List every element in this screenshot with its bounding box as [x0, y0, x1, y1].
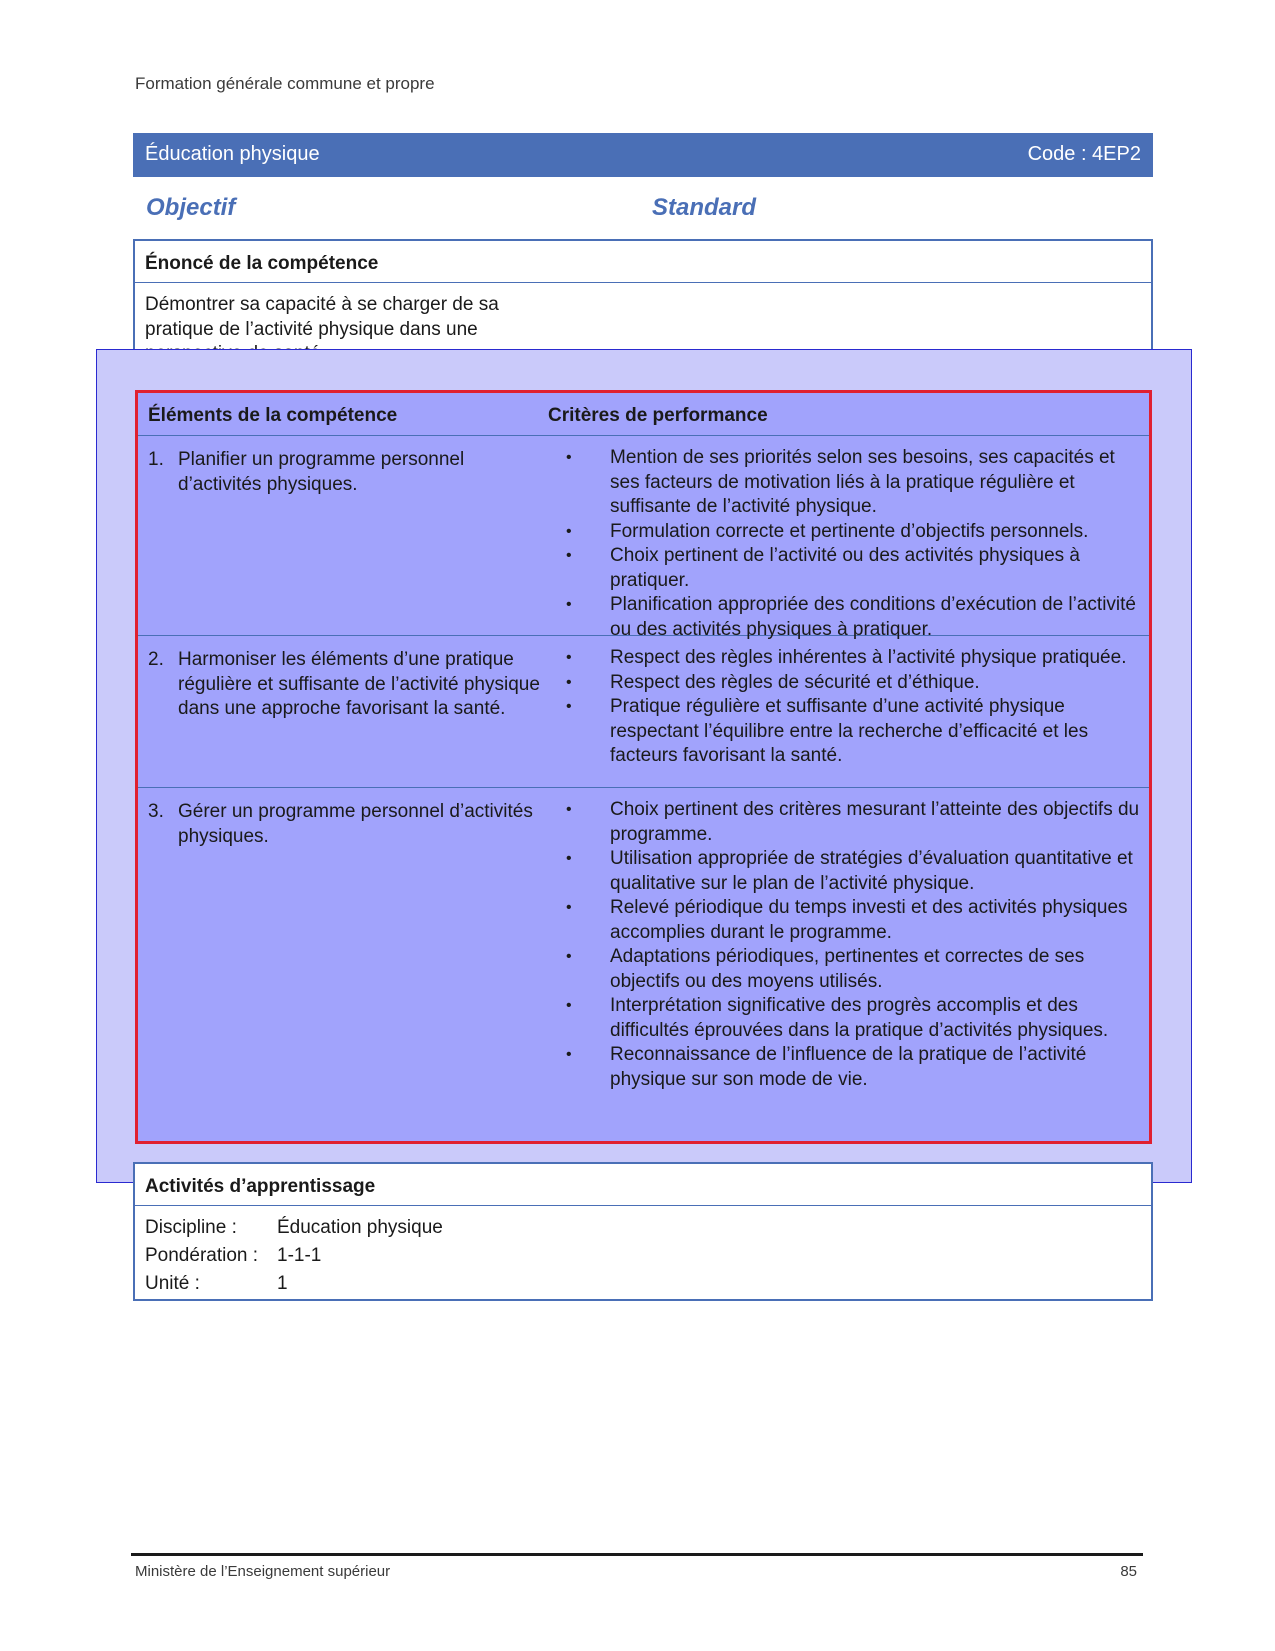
standard-label: Standard: [652, 194, 757, 221]
criterion-text: Interprétation significative des progrès accomplis et des difficultés éprouvées dans la pratique d’activités physiques.: [610, 995, 1109, 1041]
course-title: Éducation physique: [145, 143, 320, 165]
criterion-item: [566, 646, 1141, 671]
criterion-item: [566, 945, 1141, 994]
ponderation-key: Pondération :: [145, 1245, 259, 1266]
bullet-icon: •: [566, 547, 572, 564]
unite-value: 1: [277, 1273, 288, 1294]
bullet-icon: •: [566, 698, 572, 715]
criterion-item: [566, 695, 1141, 769]
bullet-icon: •: [566, 850, 572, 867]
ponderation-line: [145, 1242, 1141, 1270]
objective-standard-labels: [146, 194, 757, 222]
criterion-item: [566, 1043, 1141, 1092]
unite-line: [145, 1270, 1141, 1298]
criterion-text: Adaptations périodiques, pertinentes et correctes de ses objectifs ou des moyens utilisés.: [610, 946, 1085, 992]
criterion-text: Pratique régulière et suffisante d’une activité physique respectant l’équilibre entre la recherche d’efficacité et les facteurs favorisant la santé.: [610, 696, 1089, 766]
elements-table: [135, 390, 1152, 1144]
element-number: 1.: [148, 449, 164, 470]
bullet-icon: •: [566, 997, 572, 1014]
criterion-text: Respect des règles de sécurité et d’éthique.: [610, 671, 980, 693]
criterion-text: Respect des règles inhérentes à l’activité physique pratiquée.: [610, 647, 1127, 668]
element-text: [148, 448, 548, 497]
discipline-line: [145, 1214, 1141, 1242]
element-number: 3.: [148, 801, 164, 822]
bullet-icon: •: [566, 948, 572, 965]
page-footer: [135, 1563, 1137, 1580]
footer-rule: [131, 1553, 1143, 1556]
criterion-text: Relevé périodique du temps investi et des activités physiques accomplies durant le programme.: [610, 897, 1128, 943]
course-code: Code : 4EP2: [1027, 143, 1141, 165]
criterion-text: Formulation correcte et pertinente d’objectifs personnels.: [610, 520, 1089, 542]
criterion-text: Choix pertinent de l’activité ou des activités physiques à pratiquer.: [610, 545, 1080, 591]
element-row-3: [138, 788, 1149, 1142]
bullet-icon: •: [566, 673, 572, 691]
criterion-item: [566, 798, 1141, 847]
discipline-key: Discipline :: [145, 1217, 237, 1238]
element-row-2: [138, 636, 1149, 788]
section-label: Formation générale commune et propre: [135, 74, 435, 93]
element-description: Harmoniser les éléments d’une pratique régulière et suffisante de l’activité physique dans une approche favorisant la santé.: [178, 649, 540, 719]
criterion-item: [566, 671, 1141, 696]
bullet-icon: •: [566, 522, 572, 540]
bullet-icon: •: [566, 801, 572, 818]
criterion-item: [566, 544, 1141, 593]
criterion-text: Choix pertinent des critères mesurant l’atteinte des objectifs du programme.: [610, 799, 1140, 845]
element-number: 2.: [148, 649, 164, 670]
ponderation-value: 1-1-1: [277, 1245, 322, 1266]
criterion-text: Utilisation appropriée de stratégies d’évaluation quantitative et qualitative sur le plan de l’activité physique.: [610, 848, 1133, 894]
page-number: 85: [1120, 1563, 1137, 1580]
elements-heading: Éléments de la compétence: [148, 405, 398, 426]
activites-box: [133, 1162, 1153, 1301]
criterion-text: Reconnaissance de l’influence de la pratique de l’activité physique sur son mode de vie.: [610, 1044, 1087, 1090]
bullet-icon: •: [566, 649, 572, 666]
elements-header-row: [138, 393, 1149, 436]
criterion-text: Mention de ses priorités selon ses besoins, ses capacités et ses facteurs de motivation liés à la pratique régulière et suffisante de l’activité physique.: [610, 447, 1115, 517]
discipline-value: Éducation physique: [277, 1217, 443, 1238]
element-text: [148, 648, 548, 722]
criterion-item: [566, 593, 1141, 642]
unite-key: Unité :: [145, 1273, 200, 1294]
criteria-list: [566, 798, 1141, 1092]
bullet-icon: •: [566, 596, 572, 613]
criteria-list: [566, 446, 1141, 642]
element-text: [148, 800, 548, 849]
enonce-heading: Énoncé de la compétence: [135, 241, 1151, 283]
criterion-item: [566, 847, 1141, 896]
element-row-1: [138, 436, 1149, 640]
criterion-item: [566, 896, 1141, 945]
element-description: Planifier un programme personnel d’activités physiques.: [178, 449, 465, 495]
footer-ministry: Ministère de l’Enseignement supérieur: [135, 1563, 391, 1580]
course-title-bar: [133, 133, 1153, 177]
criterion-item: [566, 520, 1141, 545]
criteria-list: [566, 646, 1141, 769]
criteria-heading: Critères de performance: [548, 405, 768, 426]
activites-heading: Activités d’apprentissage: [135, 1164, 1151, 1206]
criterion-item: [566, 994, 1141, 1043]
criterion-item: [566, 446, 1141, 520]
bullet-icon: •: [566, 449, 572, 466]
activites-body: [135, 1206, 1151, 1306]
objectif-label: Objectif: [146, 194, 236, 221]
element-description: Gérer un programme personnel d’activités physiques.: [178, 801, 533, 847]
enonce-line: pratique de l’activité physique dans une: [145, 318, 478, 340]
bullet-icon: •: [566, 899, 572, 916]
criterion-text: Planification appropriée des conditions d’exécution de l’activité ou des activités physiques à pratiquer.: [610, 594, 1136, 640]
bullet-icon: •: [566, 1046, 572, 1063]
enonce-line: Démontrer sa capacité à se charger de sa: [145, 294, 499, 315]
